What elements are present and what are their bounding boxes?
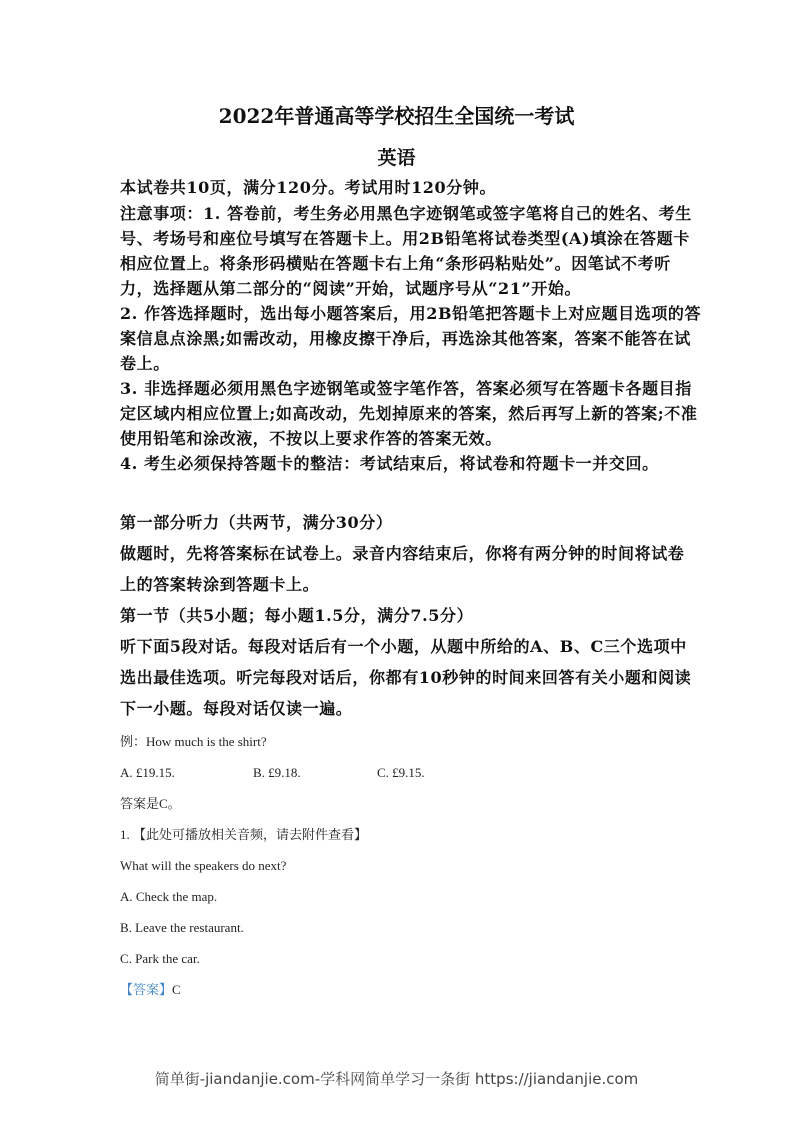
section-instruction: 选出最佳选项。听完每段对话后，你都有10秒钟的时间来回答有关小题和阅读 [120, 668, 692, 687]
example-option-b: B. £9.18. [253, 765, 301, 780]
part1-heading: 第一部分听力（共两节，满分30分） [120, 513, 393, 532]
notice-line: 定区域内相应位置上;如高改动，先划掉原来的答案，然后再写上新的答案;不准 [120, 404, 698, 423]
part1-instruction: 上的答案转涂到答题卡上。 [120, 575, 320, 594]
notice-line: 相应位置上。将条形码横贴在答题卡右上角“条形码粘贴处”。因笔试不考听 [120, 254, 671, 273]
section-instruction: 下一小题。每段对话仅读一遍。 [120, 699, 353, 718]
example-option-c: C. £9.15. [377, 765, 425, 780]
notice-line: 号、考场号和座位号填写在答题卡上。用2B铅笔将试卷类型(A)填涂在答题卡 [120, 229, 690, 248]
page-title: 2022年普通高等学校招生全国统一考试 [218, 104, 575, 128]
intro-text: 本试卷共10页，满分120分。考试用时120分钟。 [120, 178, 497, 197]
notice-line: 力，选择题从第二部分的“阅读”开始，试题序号从“21”开始。 [120, 279, 582, 298]
footer-watermark: 简单街-jiandanjie.com-学科网简单学习一条街 https://jiandanjie.com [154, 1070, 639, 1088]
question-1-text: What will the speakers do next? [120, 858, 287, 873]
question-1-answer [120, 983, 181, 996]
notice-line: 卷上。 [120, 354, 170, 373]
subject-title: 英语 [377, 147, 416, 169]
question-1-option-c: C. Park the car. [120, 951, 200, 966]
part1-instruction: 做题时，先将答案标在试卷上。录音内容结束后，你将有两分钟的时间将试卷 [120, 544, 685, 563]
section-instruction: 听下面5段对话。每段对话后有一个小题，从题中所给的A、B、C三个选项中 [120, 637, 687, 656]
notice-line: 2. 作答选择题时，选出每小题答案后，用2B铅笔把答题卡上对应题目选项的答 [120, 304, 702, 323]
notice-line: 使用铅笔和涂改液，不按以上要求作答的答案无效。 [120, 429, 502, 448]
question-1-label: 1. 【此处可播放相关音频，请去附件查看】 [120, 827, 368, 842]
notice-line: 4. 考生必须保持答题卡的整洁：考试结束后，将试卷和符题卡一并交回。 [120, 454, 659, 473]
notice-line: 注意事项：1. 答卷前，考生务必用黑色字迹钢笔或签字笔将自己的姓名、考生 [120, 204, 692, 223]
example-question: 例：How much is the shirt? [120, 734, 267, 749]
question-1-option-b: B. Leave the restaurant. [120, 920, 244, 935]
example-option-a: A. £19.15. [120, 765, 175, 780]
answer-value: C [172, 982, 181, 997]
example-answer: 答案是C。 [120, 796, 181, 811]
answer-tag: 【答案】 [120, 982, 173, 997]
notice-line: 案信息点涂黑;如需改动，用橡皮擦干净后，再选涂其他答案，答案不能答在试 [120, 329, 691, 348]
question-1-option-a: A. Check the map. [120, 889, 218, 904]
section-heading: 第一节（共5小题；每小题1.5分，满分7.5分） [120, 606, 474, 625]
notice-line: 3. 非选择题必须用黑色字迹钢笔或签字笔作答，答案必须写在答题卡各题目指 [120, 379, 692, 398]
